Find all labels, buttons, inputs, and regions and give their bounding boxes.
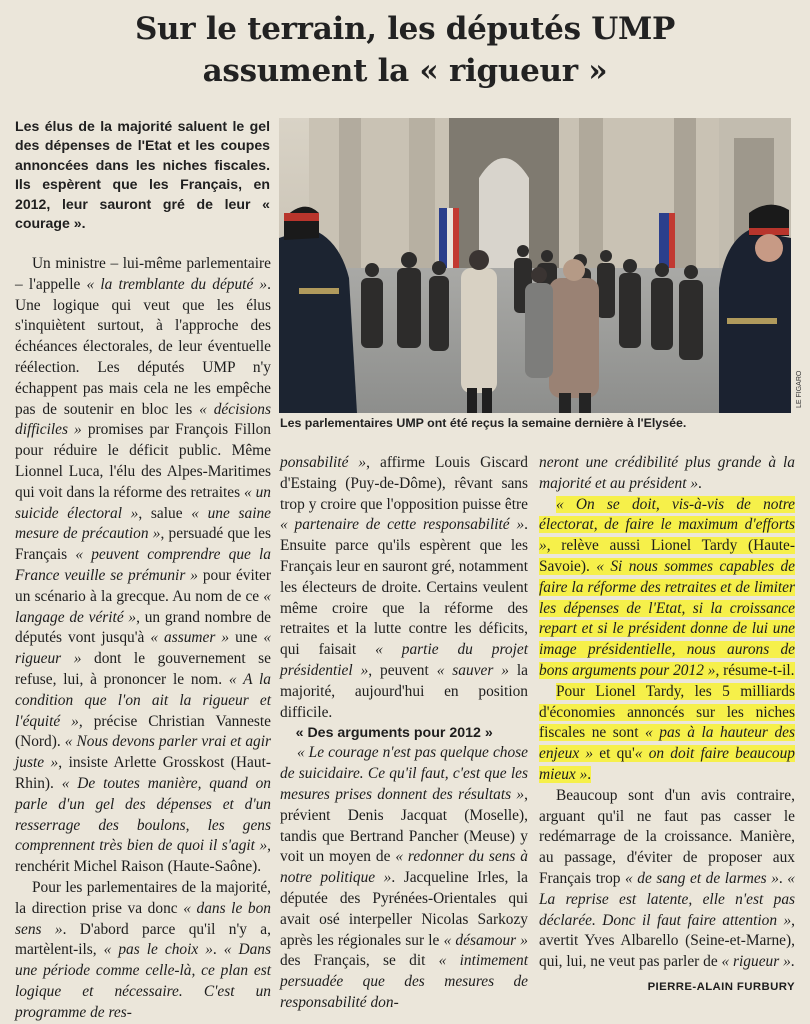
headline — [0, 8, 810, 92]
paragraph: neront une crédibilité plus grande à la majorité et au président ». — [539, 454, 795, 492]
paragraph: ponsabilité », affirme Louis Giscard d'Estaing (Puy-de-Dôme), rêvant sans trop y croire que l'opposition puisse être « partenaire de cette responsabilité ». Ensuite parce qu'ils espèrent que les Français leur en sauront gré, notamment les électeurs de droite. Certains veulent même croire que la réforme des retraites et la lutte contre les déficits, qui faisait « partie du projet présidentiel », peuvent « sauver » la majorité, aujourd'hui en position difficile. — [280, 454, 529, 721]
photo-credit: LE FIGARO — [796, 370, 803, 408]
paragraph: Pour les parlementaires de la majorité, la direction prise va donc « dans le bon sens ». D'abord parce qu'il n'y a, martèlent-ils, « pas le choix ». « Dans une période comme celle-là, ce plan est logique et nécessaire. C'est un programme de res- — [15, 878, 271, 1021]
photo-illustration — [279, 118, 791, 413]
column-1 — [15, 254, 271, 1023]
highlight-marker: « On se doit, vis-à-vis de notre électorat, de faire le maximum d'efforts », relève aussi Lionel Tardy (Haute-Savoie). « Si nous sommes capables de faire la réforme des retraites et de limiter les dépenses de l'Etat, si la croissance repart et si le président donne de lui une image présidentielle, nous aurons de bons arguments pour 2012 », résume-t-il. — [539, 495, 795, 679]
paragraph: Beaucoup sont d'un avis contraire, arguant qu'il ne faut pas casser le redémarrage de la croissance. Manière, au passage, d'éviter de proposer aux Français trop « de sang et de larmes ». « La reprise est latente, elle n'est pas déclarée. Donc il faut faire attention », avertit Yves Albarello (Seine-et-Marne), qui, lui, ne veut pas parler de « rigueur ». — [539, 786, 795, 971]
photo-caption: Les parlementaires UMP ont été reçus la semaine dernière à l'Elysée. — [280, 416, 687, 430]
column-2 — [280, 453, 528, 1014]
news-photo-elysee — [279, 118, 791, 413]
subheading: « Des arguments pour 2012 » — [295, 725, 493, 742]
highlight-marker: Pour Lionel Tardy, les 5 milliards d'économies annoncés sur les niches fiscales ne sont « pas à la hauteur des enjeux » et qu'« on doit faire beaucoup mieux ». — [539, 682, 796, 783]
headline-line-2: assument la « rigueur » — [202, 53, 608, 89]
paragraph: « Le courage n'est pas quelque chose de suicidaire. Ce qu'il faut, c'est que les mesures prises donnent des résultats », prévient Denis Jacquat (Moselle), tandis que Bertrand Pancher (Meuse) y voit un moyen de « redonner du sens à notre politique ». Jacqueline Irles, la députée des Pyrénées-Orientales qui avait osé interpeller Nicolas Sarkozy après les régionales sur le « désamour » des Français, se dit « intimement persuadée que des mesures de responsabilité don- — [280, 744, 529, 1011]
column-3 — [539, 453, 795, 998]
author-signature: PIERRE-ALAIN FURBURY — [647, 980, 795, 993]
highlighted-paragraph — [539, 495, 795, 682]
paragraph: Un ministre – lui-même parlementaire – l'appelle « la tremblante du député ». Une logique qui veut que les élus s'inquiètent surtout, à l'approche des échéances électorales, de leur éventuelle réélection. Les députés UMP n'y échappent pas mais cela ne les empêche pas de soutenir en bloc les « décisions difficiles » promises par François Fillon pour réduire le déficit public. Même Lionnel Luca, l'élu des Alpes-Maritimes qui voit dans la réforme des retraites « un suicide électoral », salue « une saine mesure de précaution », persuadé que les Français « peuvent comprendre que la France veuille se prémunir » pour éviter un scénario à la grecque. Au nom de ce « langage de vérité », un grand nombre de députés vont jusqu'à « assumer » une « rigueur » dont le gouvernement se refuse, lui, à prononcer le nom. « A la condition que l'on ait la rigueur et l'équité », précise Christian Vanneste (Nord). « Nous devons parler vrai et agir juste », insiste Arlette Grosskost (Haut-Rhin). « De toutes manière, quand on parle d'un gel des dépenses et d'un resserrage des boulons, les gens comprennent très bien de quoi il s'agit », renchérit Michel Raison (Haute-Saône). — [15, 255, 272, 876]
lead-paragraph: Les élus de la majorité saluent le gel des dépenses de l'Etat et les coupes annoncées dans les niches fiscales. Ils espèrent que les Français, en 2012, leur sauront gré de leur « courage ». — [15, 118, 270, 232]
headline-line-1: Sur le terrain, les députés UMP — [134, 11, 676, 47]
highlighted-paragraph — [539, 682, 795, 786]
